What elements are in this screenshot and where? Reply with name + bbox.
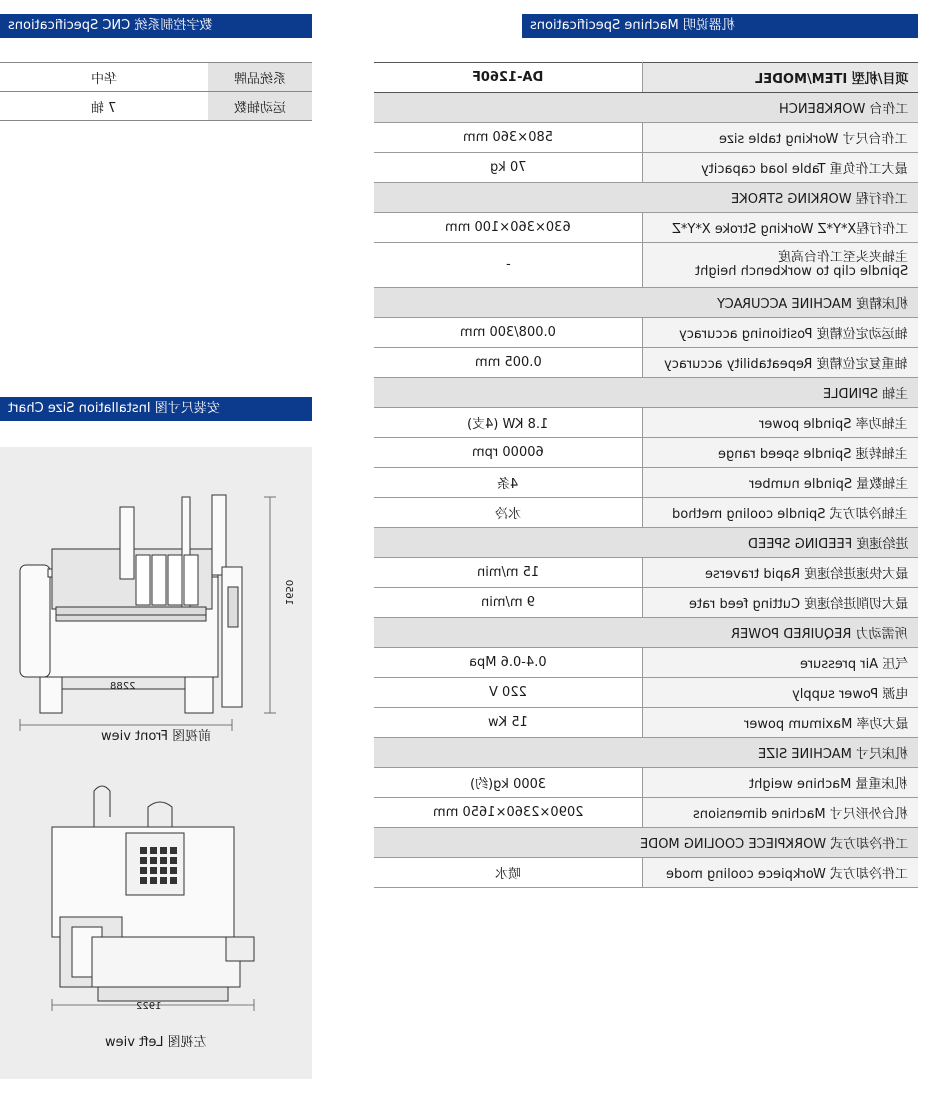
spec-item-cell [643, 348, 919, 378]
spec-value: - [505, 257, 511, 272]
cnc-specs-header-text: 数字控制系统 CNC Specifications [8, 18, 213, 33]
section-title: 工件冷却方式 WORKPIECE COOLING MODE [639, 837, 908, 852]
spec-item: 最大快速进给速度 Rapid traverse [704, 567, 908, 582]
spec-value: 4条 [497, 477, 519, 492]
spec-item: 工作台尺寸 Working table size [719, 132, 908, 147]
spec-item: 主轴数量 Spindle number [748, 477, 908, 492]
table-row [374, 213, 918, 243]
section-title-cell [374, 288, 918, 318]
spec-item: 主轴转速 Spindle speed range [718, 447, 908, 462]
installation-header-text: 安装尺寸图 Installation Size Chart [8, 401, 220, 416]
spec-item-cell [643, 153, 919, 183]
spec-item-cell [643, 648, 919, 678]
item-model-label: 项目/机型 ITEM/MODEL [754, 72, 908, 87]
installation-header [0, 397, 312, 421]
spec-item: 工作行程X*Y*Z Working Stroke X*Y*Z [671, 222, 908, 237]
section-title: 主轴 SPINDLE [822, 387, 908, 402]
table-row [374, 153, 918, 183]
table-row [374, 708, 918, 738]
spec-value: 9 m/min [481, 595, 535, 610]
front-view-caption: 前视图 Front view [100, 729, 212, 744]
spec-value-cell [374, 348, 643, 378]
spec-value: 水冷 [494, 507, 521, 522]
spec-item-cell [643, 408, 919, 438]
spec-value-cell [374, 708, 643, 738]
spec-value-cell [374, 408, 643, 438]
table-row [374, 243, 918, 288]
section-row [374, 288, 918, 318]
spec-item: 主轴冷却方式 Spindle cooling method [672, 507, 908, 522]
section-row [374, 738, 918, 768]
table-row [374, 468, 918, 498]
spec-item-cell [643, 858, 919, 888]
spec-value: 15 Kw [488, 715, 528, 730]
spec-value-cell [374, 588, 643, 618]
spec-item: 最大切削进给速度 Cutting feed rate [688, 597, 908, 612]
machine-specs-header [522, 14, 918, 38]
section-row [374, 378, 918, 408]
spec-value: 1.8 KW (4支) [467, 417, 549, 432]
front-width-dimension: 2288 [110, 681, 136, 692]
front-view-drawing [0, 487, 312, 757]
table-row [374, 498, 918, 528]
item-header-cell [643, 63, 919, 93]
cnc-label: 系统品牌 [233, 71, 286, 87]
section-row [374, 828, 918, 858]
section-title-cell [374, 738, 918, 768]
spec-value: 630×360×100 mm [445, 220, 571, 235]
machine-specs-body [374, 63, 918, 888]
table-row [374, 348, 918, 378]
spec-item: 主轴功率 Spindle power [759, 417, 908, 432]
table-row [374, 798, 918, 828]
table-row [374, 558, 918, 588]
spec-item-cell [643, 438, 919, 468]
spec-value: 0.005 mm [474, 355, 542, 370]
spec-value-cell [374, 678, 643, 708]
spec-value: 2090×2360×1650 mm [432, 805, 584, 820]
table-row [374, 438, 918, 468]
section-title: 工作台 WORKBENCH [778, 102, 908, 117]
spec-value-cell [374, 243, 643, 288]
spec-item-secondary: Spindle clip to workbench height [694, 264, 908, 279]
table-row [0, 63, 312, 92]
spec-item-cell [643, 708, 919, 738]
cnc-value: 7 轴 [91, 100, 117, 116]
spec-item: 轴运动定位精度 Positioning accuracy [679, 327, 908, 342]
spec-item-cell [643, 468, 919, 498]
spec-value-cell [374, 648, 643, 678]
left-view-caption: 左视图 Left view [105, 1035, 207, 1050]
left-width-dimension: 1922 [136, 1001, 162, 1012]
section-title-cell [374, 93, 918, 123]
section-row [374, 528, 918, 558]
cnc-value: 华中 [90, 71, 117, 87]
spec-value-cell [374, 153, 643, 183]
table-row [0, 92, 312, 121]
spec-item-cell [643, 213, 919, 243]
section-title-cell [374, 828, 918, 858]
spec-value: 0.4-0.6 Mpa [469, 655, 547, 670]
spec-item: 工件冷却方式 Workpiece cooling mode [666, 867, 908, 882]
section-title: 机床尺寸 MACHINE SIZE [758, 747, 908, 762]
table-row [374, 678, 918, 708]
table-row [374, 408, 918, 438]
spec-item: 机台外形尺寸 Machine dimensions [693, 807, 908, 822]
table-row [374, 588, 918, 618]
spec-item-cell [643, 318, 919, 348]
section-title-cell [374, 378, 918, 408]
spec-item: 机床重量 Machine weight [749, 777, 908, 792]
section-title: 工作行程 WORKING STROKE [731, 192, 908, 207]
spec-item: 最大功率 Maximum power [743, 717, 908, 732]
table-row [374, 648, 918, 678]
spec-value: 580×360 mm [463, 130, 553, 145]
table-row [374, 318, 918, 348]
spec-item: 电源 Power supply [791, 687, 908, 702]
section-title: 机床精度 MACHINE ACCURACY [716, 297, 908, 312]
spec-value: 70 kg [489, 160, 527, 175]
machine-specs-table [374, 62, 918, 888]
spec-item: 气压 Air pressure [799, 657, 908, 672]
left-view-drawing [0, 777, 312, 1017]
spec-item-cell [643, 243, 919, 288]
spec-value: 220 V [489, 685, 527, 700]
front-height-dimension: 1650 [283, 579, 295, 606]
spec-item-cell [643, 588, 919, 618]
spec-value-cell [374, 768, 643, 798]
table-row [374, 123, 918, 153]
spec-item-cell [643, 768, 919, 798]
spec-item-cell [643, 558, 919, 588]
spec-value: 3000 kg(约) [469, 777, 547, 792]
cnc-label: 运动轴数 [233, 100, 286, 116]
spec-value-cell [374, 123, 643, 153]
spec-item: 最大工作负重 Table load capacity [701, 162, 908, 177]
section-title-cell [374, 618, 918, 648]
spec-item: 轴重复定位精度 Repeatability accuracy [664, 357, 908, 372]
spec-value: 15 m/min [476, 565, 540, 580]
spec-item-cell [643, 678, 919, 708]
model-name: DA-1260F [472, 70, 544, 85]
model-header-cell [374, 63, 643, 93]
table-row [374, 858, 918, 888]
section-title: 所需动力 REQUIRED POWER [731, 627, 908, 642]
cnc-specs-table [0, 62, 312, 121]
section-row [374, 183, 918, 213]
section-title: 进给速度 FEEDING SPEED [747, 537, 908, 552]
installation-drawings-panel [0, 447, 312, 1079]
table-row [374, 768, 918, 798]
section-title-cell [374, 528, 918, 558]
cnc-specs-header [0, 14, 312, 38]
table-header-row [374, 63, 918, 93]
spec-item-cell [643, 498, 919, 528]
spec-value-cell [374, 468, 643, 498]
section-row [374, 93, 918, 123]
section-row [374, 618, 918, 648]
spec-value-cell [374, 318, 643, 348]
spec-value: 喷水 [494, 867, 521, 882]
section-title-cell [374, 183, 918, 213]
spec-value-cell [374, 438, 643, 468]
spec-item: 主轴夹头至工作台高度 [777, 250, 908, 265]
spec-item-cell [643, 798, 919, 828]
spec-item-cell [643, 123, 919, 153]
spec-value-cell [374, 798, 643, 828]
machine-specs-header-text: 机器说明 Machine Specifications [530, 18, 735, 33]
spec-value: 60000 rpm [472, 445, 544, 460]
spec-value-cell [374, 498, 643, 528]
spec-value-cell [374, 213, 643, 243]
spec-value-cell [374, 558, 643, 588]
spec-value-cell [374, 858, 643, 888]
spec-value: 0.008/300 mm [460, 325, 556, 340]
